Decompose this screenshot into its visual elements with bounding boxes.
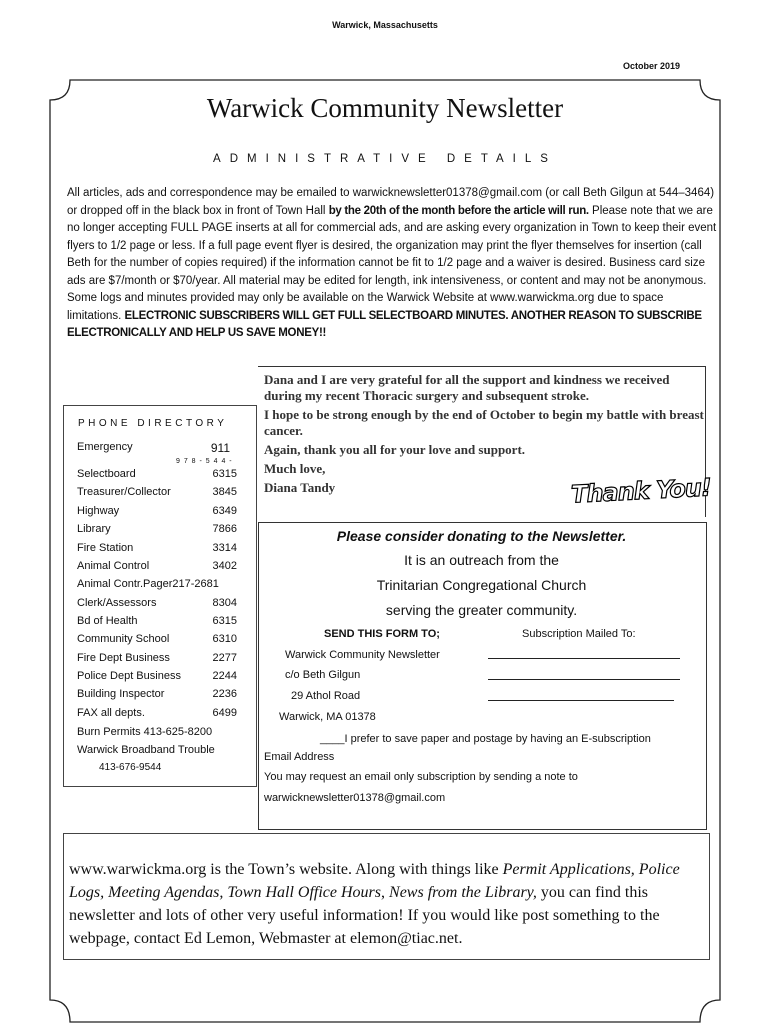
- phone-row: [77, 523, 237, 535]
- address-line-4: Warwick, MA 01378: [279, 711, 376, 723]
- phone-row-name: Selectboard: [77, 468, 136, 480]
- email-request-text: You may request an email only subscription by sending a note to: [264, 771, 578, 783]
- phone-row: [77, 744, 237, 756]
- phone-row-name: Clerk/Assessors: [77, 597, 157, 609]
- phone-row: [77, 505, 237, 517]
- phone-row-name: Bd of Health: [77, 615, 138, 627]
- section-heading: ADMINISTRATIVE DETAILS: [213, 153, 557, 165]
- issue-date: October 2019: [622, 61, 680, 71]
- phone-row-name: Emergency: [77, 441, 133, 453]
- phone-row-name: Fire Station: [77, 542, 134, 554]
- e-subscription-option[interactable]: ____I prefer to save paper and postage by having an E-subscription: [320, 733, 651, 745]
- thank-you-note: Dana and I are very grateful for all the support and kindness we received during my recent Thoracic surgery and subsequent stroke. I hope to be strong enough by the end of October to begin my battle with breast cancer. Again, thank you all for your love and support. Much love, Diana Tandy: [264, 372, 704, 495]
- phone-row-number: 2244: [212, 670, 237, 682]
- phone-row: [77, 670, 237, 682]
- phone-row-number: 911: [210, 441, 230, 455]
- phone-row: [77, 578, 237, 590]
- address-line-3: 29 Athol Road: [291, 690, 361, 702]
- phone-directory-title: PHONE DIRECTORY: [78, 418, 228, 429]
- phone-row: [77, 441, 237, 453]
- phone-row-number: 6315: [212, 615, 237, 627]
- town-header: Warwick, Massachusetts: [332, 20, 438, 30]
- mailed-to-label: Subscription Mailed To:: [522, 628, 636, 640]
- email-address-label: Email Address: [264, 751, 335, 763]
- phone-row: [77, 486, 237, 498]
- phone-row-number: 8304: [212, 597, 237, 609]
- address-line-1: Warwick Community Newsletter: [285, 649, 440, 661]
- phone-row: [77, 542, 237, 554]
- phone-row-name: Treasurer/Collector: [77, 486, 171, 498]
- phone-row: [77, 597, 237, 609]
- phone-row-number: 3314: [212, 542, 237, 554]
- phone-row-number: 6315: [212, 468, 237, 480]
- phone-row-number: 3402: [212, 560, 237, 572]
- newsletter-title: Warwick Community Newsletter: [206, 93, 564, 123]
- phone-row-number: 6310: [212, 633, 237, 645]
- donation-line3: Trinitarian Congregational Church: [376, 577, 587, 593]
- mail-line-2[interactable]: [488, 679, 680, 680]
- phone-row-name: Warwick Broadband Trouble: [77, 744, 215, 756]
- phone-row-name: Community School: [77, 633, 170, 645]
- address-line-2: c/o Beth Gilgun: [285, 669, 361, 681]
- phone-row: [77, 652, 237, 664]
- donation-headline: Please consider donating to the Newsletter.: [336, 528, 627, 544]
- phone-row: [77, 615, 237, 627]
- phone-row-name: Burn Permits 413-625-8200: [77, 726, 213, 738]
- mail-line-3[interactable]: [488, 700, 674, 701]
- phone-row-number: 7866: [212, 523, 237, 535]
- phone-row-name: FAX all depts.: [77, 707, 145, 719]
- phone-row: [77, 468, 237, 480]
- mail-line-1[interactable]: [488, 658, 680, 659]
- phone-row-name: Police Dept Business: [77, 670, 181, 682]
- phone-row: [77, 726, 237, 738]
- phone-row: [77, 707, 237, 719]
- send-form-label: SEND THIS FORM TO;: [324, 628, 440, 640]
- phone-row-name: Highway: [77, 505, 120, 517]
- thank-you-graphic: Thank You!: [570, 473, 712, 509]
- phone-row: [77, 560, 237, 572]
- donation-line2: It is an outreach from the: [404, 552, 559, 568]
- phone-row: [77, 688, 237, 700]
- phone-row-number: 3845: [212, 486, 237, 498]
- intro-paragraph: All articles, ads and correspondence may be emailed to warwicknewsletter01378@gmail.com (or call Beth Gilgun at 544–3464) or dropped off in the black box in front of Town Hall by the 20th of the month before the article will run. Please note that we are no longer accepting FULL PAGE inserts at all for commercial ads, and are asking every organization in Town to keep their event flyers to 1/2 page or less. If a full page event flyer is desired, the organization may print the flyer themselves for insertion (call Beth for the number of copies required) if the information cannot be fit to 1/2 page and a waiver is desired. Business card size ads are $7/month or $70/year. All material may be edited for length, ink intensiveness, or content and may not be anonymous. Some logs and minutes provided may only be available on the Warwick Website at www.warwickma.org due to space limitations. ELECTRONIC SUBSCRIBERS WILL GET FULL SELECTBOARD MINUTES. ANOTHER REASON TO SUBSCRIBE ELECTRONICALLY AND HELP US SAVE MONEY!!: [67, 187, 717, 339]
- phone-row-name: Building Inspector: [77, 688, 165, 700]
- phone-row-name: Library: [77, 523, 111, 535]
- broadband-number: 413-676-9544: [99, 762, 162, 773]
- phone-row-number: 2277: [212, 652, 237, 664]
- phone-row-number: 6499: [212, 707, 237, 719]
- phone-row-number: 6349: [212, 505, 237, 517]
- phone-row-name: Animal Contr.Pager217-2681: [77, 578, 219, 590]
- phone-row-name: Fire Dept Business: [77, 652, 170, 664]
- website-paragraph: www.warwickma.org is the Town’s website. Along with things like Permit Applications, Police Logs, Meeting Agendas, Town Hall Office Hours, News from the Library, you can find this newsletter and lots of other very useful information! If you would like post something to the webpage, contact Ed Lemon, Webmaster at elemon@tiac.net.: [69, 861, 680, 947]
- donation-line4: serving the greater community.: [385, 602, 578, 618]
- email-address[interactable]: warwicknewsletter01378@gmail.com: [264, 792, 446, 804]
- phone-prefix: 9 7 8 - 5 4 4 -: [176, 458, 233, 465]
- phone-row-name: Animal Control: [77, 560, 150, 572]
- phone-row: [77, 633, 237, 645]
- phone-row-number: 2236: [212, 688, 237, 700]
